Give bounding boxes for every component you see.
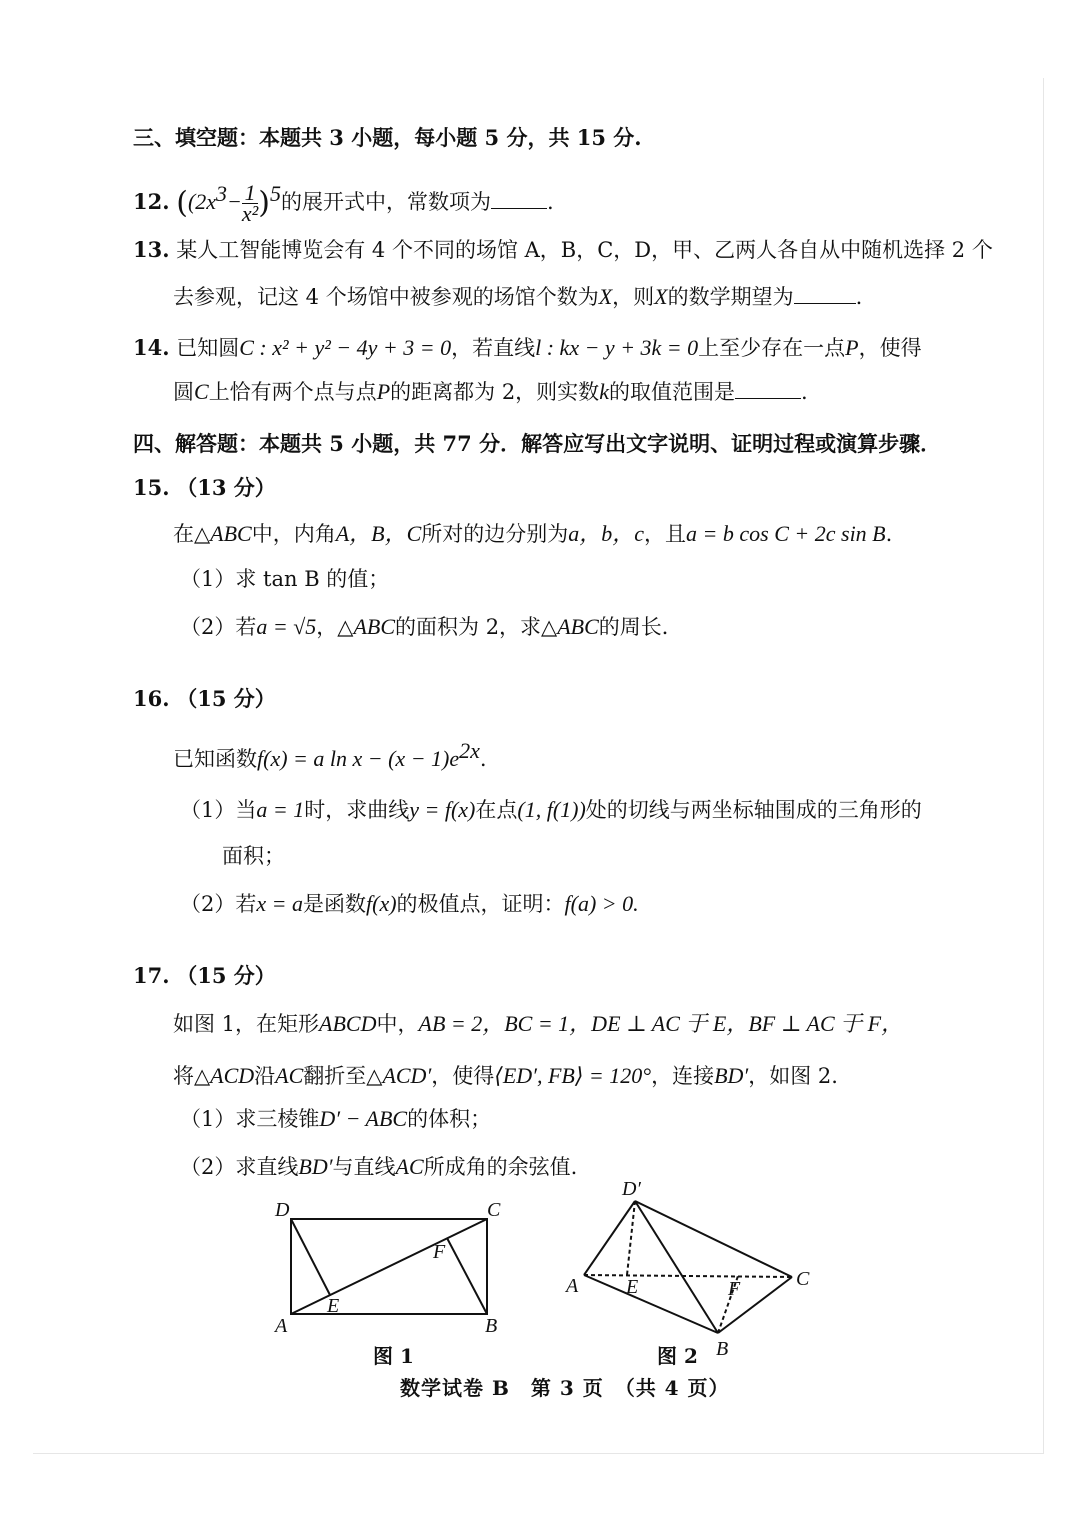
label-e: E xyxy=(327,1295,340,1317)
page-footer: 数学试卷 B 第 3 页 （共 4 页） xyxy=(400,1376,730,1400)
diagonal-ac xyxy=(291,1219,487,1314)
question-16-header xyxy=(133,685,276,713)
question-14-line1: 14. 已知圆C : x² + y² − 4y + 3 = 0，若直线l : kx − y + 3k = 0上至少存在一点P，使得 xyxy=(133,335,922,360)
angle-condition: ⟨ED′, FB⟩ = 120° xyxy=(494,1063,652,1088)
label-f: F xyxy=(728,1278,741,1300)
figure-2-caption: 图 2 xyxy=(657,1344,698,1368)
label-c: C xyxy=(796,1268,810,1290)
answer-blank[interactable] xyxy=(794,283,856,304)
question-15-part2: （2）若a = √5，△ABC的面积为 2，求△ABC的周长． xyxy=(180,614,683,639)
question-13-line1 xyxy=(133,236,993,264)
answer-blank[interactable] xyxy=(491,188,547,209)
q13-text: 某人工智能博览会有 4 个不同的场馆 A，B，C，D，甲、乙两人各自从中随机选择 2 个 xyxy=(176,238,993,262)
line-equation: l : kx − y + 3k = 0 xyxy=(535,335,699,360)
label-dp: D′ xyxy=(622,1178,641,1200)
question-17-part1: （1）求三棱锥D′ − ABC的体积； xyxy=(180,1106,492,1131)
question-17-stem-line1: 如图 1，在矩形ABCD中，AB = 2，BC = 1，DE ⊥ AC 于 E，BF ⊥ AC 于 F， xyxy=(173,1011,904,1036)
question-number: 14. xyxy=(133,335,170,360)
edge-ab xyxy=(584,1275,718,1333)
question-12: 12. (($2x^3-$ $\frac{1}{\text{x²}}$ )$^5$的展开式中，常数项为 . xyxy=(133,180,554,226)
question-17-header xyxy=(133,962,276,990)
label-f: F xyxy=(433,1241,446,1263)
figure-1-caption: 图 1 xyxy=(373,1344,414,1368)
question-number: 13. xyxy=(133,237,170,262)
condition-equation: a = b cos C + 2c sin B xyxy=(686,521,886,546)
label-b: B xyxy=(716,1338,729,1360)
segment-bf xyxy=(447,1238,487,1314)
label-b: B xyxy=(485,1315,498,1337)
question-number: 15. xyxy=(133,475,170,500)
question-14-line2: 圆C上恰有两个点与点P的距离都为 2，则实数k的取值范围是 . xyxy=(173,379,808,404)
question-number: 17. xyxy=(133,963,170,988)
expr-close: ) xyxy=(258,185,270,221)
question-15-stem: 在△ABC中，内角A，B，C所对的边分别为a，b，c，且a = b cos C + 2c sin B. xyxy=(173,521,893,546)
question-17-part2: （2）求直线BD′与直线AC所成角的余弦值. xyxy=(180,1154,578,1179)
q12-text: 的展开式中，常数项为 xyxy=(281,190,491,214)
circle-equation: C : x² + y² − 4y + 3 = 0 xyxy=(239,335,452,360)
label-d: D xyxy=(275,1199,290,1221)
expr-exponent: 3 xyxy=(216,181,228,206)
edge-ac-hidden xyxy=(584,1275,792,1277)
label-c: C xyxy=(487,1199,501,1221)
segment-de xyxy=(291,1219,330,1295)
question-16-part1: （1）当a = 1时，求曲线y = f(x)在点(1, f(1))处的切线与两坐标轴围成的三角形的 xyxy=(180,797,922,822)
answer-blank[interactable] xyxy=(735,378,801,399)
expr-minus: − xyxy=(227,189,242,214)
question-score: （15 分） xyxy=(176,963,276,988)
question-15-part1: （1）求 tan B 的值； xyxy=(180,567,390,591)
expr-term: (2x xyxy=(187,189,217,214)
function-definition: f(x) = a ln x − (x − 1)e xyxy=(257,746,460,771)
label-e: E xyxy=(626,1276,639,1298)
question-16-part2: （2）若x = a是函数f(x)的极值点，证明：f(a) > 0. xyxy=(180,891,639,916)
label-a: A xyxy=(566,1275,579,1297)
question-number: 16. xyxy=(133,686,170,711)
label-a: A xyxy=(275,1315,288,1337)
question-16-part1-cont: 面积； xyxy=(222,844,285,868)
question-15-header xyxy=(133,474,276,502)
fraction: $\frac{1}{\text{x²}}$ xyxy=(241,180,259,226)
question-score: （13 分） xyxy=(176,475,276,500)
question-17-stem-line2: 将△ACD沿AC翻折至△ACD′，使得⟨ED′, FB⟩ = 120°，连接BD′，如图 2. xyxy=(173,1063,838,1088)
question-score: （15 分） xyxy=(176,686,276,711)
figure-1-rectangle xyxy=(265,1192,515,1342)
figure-2-pyramid xyxy=(560,1175,820,1360)
question-number: 12. xyxy=(133,189,170,214)
section4-header: 四、解答题：本题共 5 小题，共 77 分．解答应写出文字说明、证明过程或演算步骤． xyxy=(133,431,942,456)
outer-exponent: 5 xyxy=(270,181,281,206)
question-16-stem: 已知函数f(x) = a $\ln x - (x - 1)e^{2x}$. xyxy=(173,738,487,771)
section3-header: 三、填空题：本题共 3 小题，每小题 5 分，共 15 分. xyxy=(133,125,642,150)
question-13-line2: 去参观，记这 4 个场馆中被参观的场馆个数为X，则X的数学期望为 . xyxy=(173,284,863,309)
